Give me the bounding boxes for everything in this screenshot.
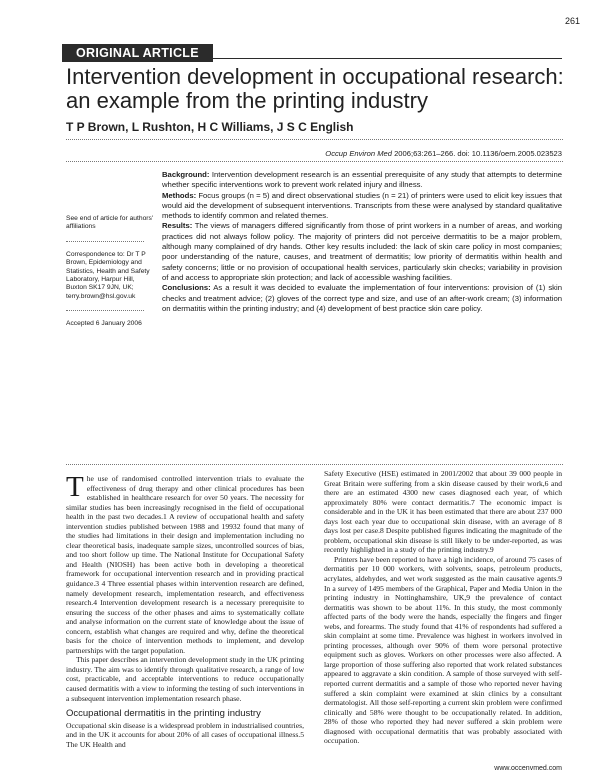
body-paragraph bbox=[66, 471, 304, 655]
abstract-label: Conclusions: bbox=[162, 283, 211, 293]
accepted-date: Accepted 6 January 2006 bbox=[66, 320, 142, 328]
journal-url: www.occenvmed.com bbox=[494, 765, 562, 772]
abstract-text: Focus groups (n = 5) and direct observational studies (n = 21) of printers were used to elicit key issues that would aid the development of subsequent interventions. Transcripts from these were analysed by standard qualitative methods to identify common and related themes. bbox=[162, 190, 562, 221]
body-paragraph: Safety Executive (HSE) estimated in 2001/2002 that about 39 000 people in Great Britain were suffering from a skin disease caused by their work,6 and there are an estimated 4300 new cases diagnosed each year, of which approximately 80% were contact dermatitis.7 The economic impact is considerable and in the UK it has been estimated that there are about 237 000 days lost each year due to occupational skin disease, with an average of 8 days lost per case.8 Despite published figures indicating the magnitude of the problem, occupational skin disease is still likely to be under-reported, as was recently highlighted in a study of the printing industry.9 bbox=[324, 469, 562, 555]
citation-details: 2006;63:261–266. doi: 10.1136/oem.2005.023523 bbox=[391, 149, 562, 158]
abstract-methods bbox=[162, 191, 562, 222]
body-paragraph: Printers have been reported to have a high incidence, of around 75 cases of dermatitis per 10 000 workers, with solvents, soaps, petroleum products, acrylates, aldehydes, and wet work suggested as the main causative agents.9 In a survey of 1495 members of the Graphical, Paper and Media Union in the printing industry in Nottinghamshire, UK,9 the prevalence of contact dermatitis was shown to be about 11%. In this study, the most commonly affected parts of the body were the hands, especially the fingers and finger webs, and forearms. The study found that 41% of respondents had suffered a skin complaint at some time. Prevalence was highest in workers involved in printing processes, although over 90% of them wore personal protective equipment such as gloves. Workers on other processes were also affected. A large proportion of those suffering also reported that work related substances appeared to aggravate a skin condition. A sample of those surveyed with self-reported current dermatitis and a sample of those who reported never having suffered a skin complaint were examined at skin clinics by a consultant dermatologist. All those self-reporting a current skin problem were confirmed clinically and 58% were thought to be occupationally related. In addition, 28% of those who reported they had never suffered a skin problem were diagnosed with occupational dermatitis that was probably associated with occupation. bbox=[324, 554, 562, 746]
divider bbox=[66, 139, 563, 140]
abstract-label: Results: bbox=[162, 221, 193, 231]
abstract-text: As a result it was decided to evaluate the implementation of four interventions: provision of (1) skin checks and treatment advice; (2) gloves of the correct type and size, and use of an after-work cream; (3) information on dermatitis within the printing industry; and (4) development of best practice skin care policy. bbox=[162, 283, 562, 313]
body-column-left bbox=[66, 471, 304, 749]
paragraph-text: he use of randomised controlled intervention trials to evaluate the effectiveness of drug therapy and other clinical procedures has been established in healthcare research for over 50 years. The necessity for similar studies has been increasingly recognised in the field of occupational health in the past two decades.1 A review of occupational health and safety intervention studies published between 1988 and 19932 found that many of the studies had limitations in their design and implementation including no clear theoretical basis, inadequate sample sizes, uncontrolled sources of bias, and too short follow up time. The National Institute for Occupational Safety and Health (NIOSH) has been active both in developing a theoretical framework for occupational intervention research and in providing practical guidance.3 4 Three essential phases within intervention research are defined, namely development research, implementation research, and effectiveness research.4 Intervention development research is a necessary prerequisite to ensuring the success of the other phases and aims to systematically collate and analyse information on the current state of knowledge about the issue of concern, establish what changes are required and why, define the theoretical basis for the choice of intervention methods to implement, and develop partnerships with the target population. bbox=[66, 474, 304, 655]
body-column-right bbox=[324, 469, 562, 746]
header-rule bbox=[62, 58, 562, 59]
divider bbox=[66, 161, 563, 162]
divider bbox=[66, 310, 144, 311]
section-heading: Occupational dermatitis in the printing industry bbox=[66, 708, 261, 720]
abstract-label: Background: bbox=[162, 170, 210, 179]
abstract-conclusions bbox=[162, 283, 562, 314]
author-list: T P Brown, L Rushton, H C Williams, J S C English bbox=[66, 120, 354, 134]
abstract-text: Intervention development research is an essential prerequisite of any study that attempts to determine whether specific interventions work to prevent work related injury and illness. bbox=[162, 170, 562, 190]
divider bbox=[66, 464, 563, 465]
page-number: 261 bbox=[564, 16, 580, 26]
abstract-text: The views of managers differed significantly from those of print workers in a number of areas, and working practices did not always follow policy. The majority of printers did not perceive dermatitis to be a major problem, although many complained of dry hands. Other key results included: the lack of skin care policy in most companies; poor understanding of the nature, causes, and treatment of dermatitis; low priority of dermatitis within health and safety concerns; little or no provision of occupational health services, particularly skin checks; variability in provision of and access to appropriate skin protection; and lack of accessible washing facilities. bbox=[162, 221, 562, 282]
body-paragraph: Occupational skin disease is a widespread problem in industrialised countries, and in the UK it accounts for about 20% of all cases of occupational illness.5 The UK Health and bbox=[66, 720, 304, 749]
correspondence-note: Correspondence to: Dr T P Brown, Epidemiology and Statistics, Health and Safety Laboratory, Harpur Hill, Buxton SK17 9JN, UK; terry.brown@hsl.gov.uk bbox=[66, 250, 150, 300]
abstract-label: Methods: bbox=[162, 190, 197, 200]
journal-name: Occup Environ Med bbox=[325, 149, 392, 158]
sidebar-notes bbox=[66, 215, 154, 338]
affiliations-note: See end of article for authors' affiliations bbox=[66, 215, 154, 231]
article-type-banner: ORIGINAL ARTICLE bbox=[62, 44, 213, 62]
drop-cap: T bbox=[66, 471, 84, 503]
abstract bbox=[162, 170, 562, 314]
abstract-results bbox=[162, 221, 562, 283]
article-title: Intervention development in occupational research: an example from the printing industry bbox=[66, 64, 564, 113]
citation-line bbox=[325, 149, 562, 158]
divider bbox=[66, 241, 144, 242]
body-paragraph: This paper describes an intervention development study in the UK printing industry. The aim was to identify through qualitative research, a range of low cost, practicable, and acceptable interventions to reduce occupationally caused dermatitis with a view to informing the testing of such interventions in a subsequent intervention implementation research phase. bbox=[66, 655, 304, 703]
abstract-background bbox=[162, 170, 562, 191]
